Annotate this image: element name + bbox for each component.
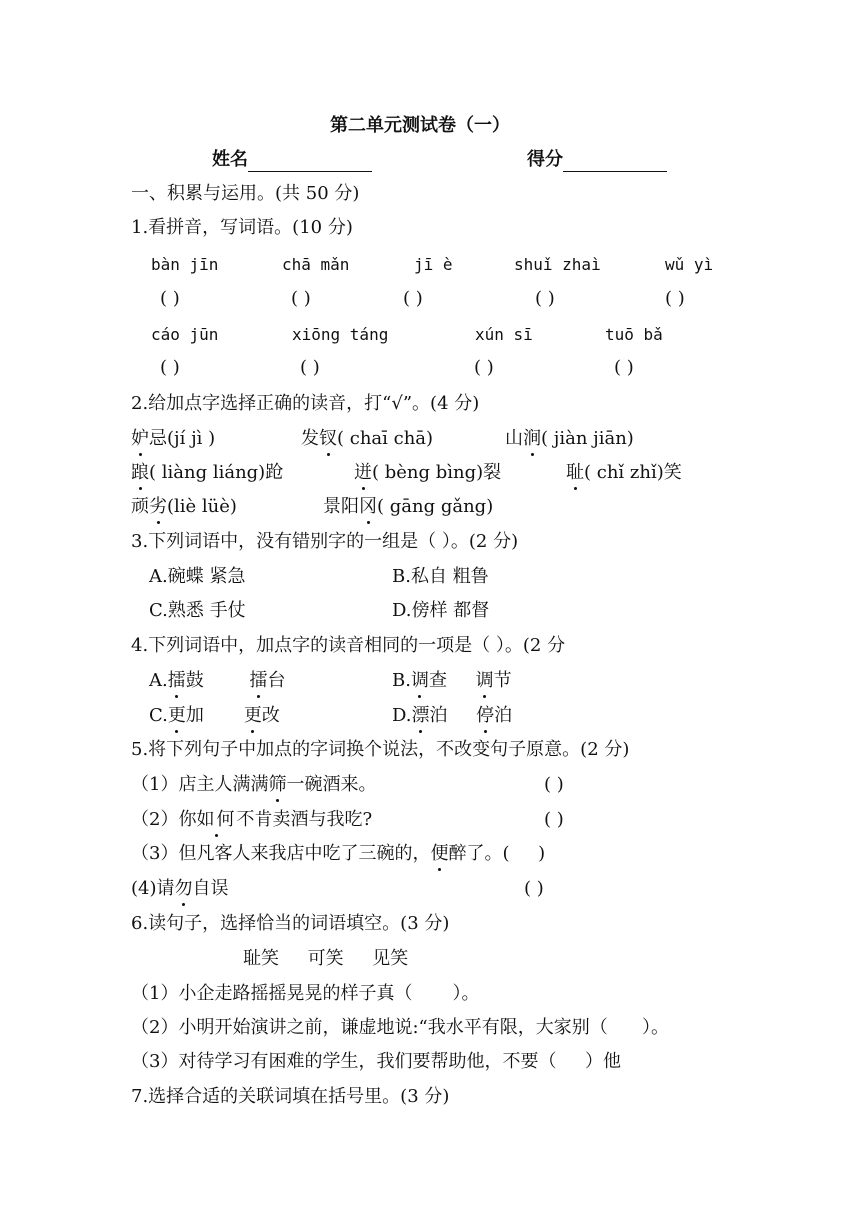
q6-title: 6.读句子，选择恰当的词语填空。(3 分) — [131, 913, 450, 934]
answer-paren[interactable]: ( ) — [544, 774, 564, 795]
score-label: 得分 — [527, 149, 563, 170]
pinyin: xiōng táng — [292, 325, 389, 344]
option-c[interactable]: C.熟悉 手仗 — [149, 600, 246, 621]
score-field — [527, 148, 667, 172]
reading-item[interactable]: 山涧( jiàn jiān) — [505, 428, 634, 449]
sentence[interactable]: （3）对待学习有困难的学生，我们要帮助他，不要（ ）他 — [131, 1051, 622, 1072]
score-blank[interactable] — [563, 153, 667, 172]
sentence: (4)请勿自误 — [131, 878, 229, 899]
pinyin: cáo jūn — [151, 325, 219, 344]
q1-title: 1.看拼音，写词语。(10 分) — [131, 217, 353, 238]
q4-title: 4.下列词语中，加点字的读音相同的一项是（ ）。(2 分 — [131, 635, 566, 656]
sentence: （1）店主人满满筛一碗酒来。 — [131, 774, 377, 795]
answer-paren[interactable]: ( ) — [291, 288, 311, 309]
option-b[interactable]: B.调查 调节 — [392, 670, 512, 691]
section-heading: 一、积累与运用。(共 50 分) — [131, 183, 360, 204]
name-label: 姓名 — [212, 149, 248, 170]
answer-paren[interactable]: ( ) — [544, 809, 564, 830]
word-options: 耻笑 可笑 见笑 — [243, 948, 409, 969]
name-field — [212, 148, 372, 172]
name-blank[interactable] — [248, 153, 372, 172]
pinyin: shuǐ zhaì — [514, 255, 601, 274]
option-b[interactable]: B.私自 粗鲁 — [392, 566, 489, 587]
answer-paren[interactable]: ( ) — [524, 878, 544, 899]
sentence[interactable]: （1）小企走路摇摇晃晃的样子真（ ）。 — [131, 983, 480, 1004]
pinyin: jī è — [414, 255, 453, 274]
pinyin: bàn jīn — [151, 255, 219, 274]
pinyin: wǔ yì — [665, 255, 714, 274]
reading-item[interactable]: 妒忌(jí jì ) — [131, 428, 216, 449]
reading-item[interactable]: 顽劣(liè lüè) — [131, 496, 237, 517]
q2-title: 2.给加点字选择正确的读音，打“√”。(4 分) — [131, 393, 480, 414]
sentence: （3）但凡客人来我店中吃了三碗的，便醉了。( ) — [131, 843, 546, 864]
sentence: （2）你如何不肯卖酒与我吃? — [131, 809, 373, 830]
option-a[interactable]: A.擂鼓 擂台 — [149, 670, 286, 691]
option-d[interactable]: D.漂泊 停泊 — [392, 705, 513, 726]
answer-paren[interactable]: ( ) — [614, 357, 634, 378]
pinyin: chā mǎn — [282, 255, 350, 274]
answer-paren[interactable]: ( ) — [160, 288, 180, 309]
option-a[interactable]: A.碗蝶 紧急 — [149, 566, 246, 587]
option-d[interactable]: D.傍样 都督 — [392, 600, 490, 621]
reading-item[interactable]: 耻( chǐ zhǐ)笑 — [566, 462, 682, 483]
answer-paren[interactable]: ( ) — [160, 357, 180, 378]
page-title: 第二单元测试卷（一） — [330, 115, 510, 136]
pinyin: tuō bǎ — [605, 325, 663, 344]
answer-paren[interactable]: ( ) — [665, 288, 685, 309]
reading-item[interactable]: 景阳冈( gāng gǎng) — [323, 496, 494, 517]
answer-paren[interactable]: ( ) — [535, 288, 555, 309]
answer-paren[interactable]: ( ) — [300, 357, 320, 378]
q3-title: 3.下列词语中，没有错别字的一组是（ ）。(2 分) — [131, 531, 519, 552]
q7-title: 7.选择合适的关联词填在括号里。(3 分) — [131, 1086, 450, 1107]
q5-title: 5.将下列句子中加点的字词换个说法，不改变句子原意。(2 分) — [131, 739, 630, 760]
answer-paren[interactable]: ( ) — [474, 357, 494, 378]
reading-item[interactable]: 踉( liàng liáng)跄 — [131, 462, 284, 483]
pinyin: xún sī — [475, 325, 533, 344]
answer-paren[interactable]: ( ) — [403, 288, 423, 309]
reading-item[interactable]: 发钗( chaī chā) — [301, 428, 434, 449]
reading-item[interactable]: 迸( bèng bìng)裂 — [354, 462, 502, 483]
sentence[interactable]: （2）小明开始演讲之前，谦虚地说:“我水平有限，大家别（ ）。 — [131, 1017, 670, 1038]
option-c[interactable]: C.更加 更改 — [149, 705, 280, 726]
